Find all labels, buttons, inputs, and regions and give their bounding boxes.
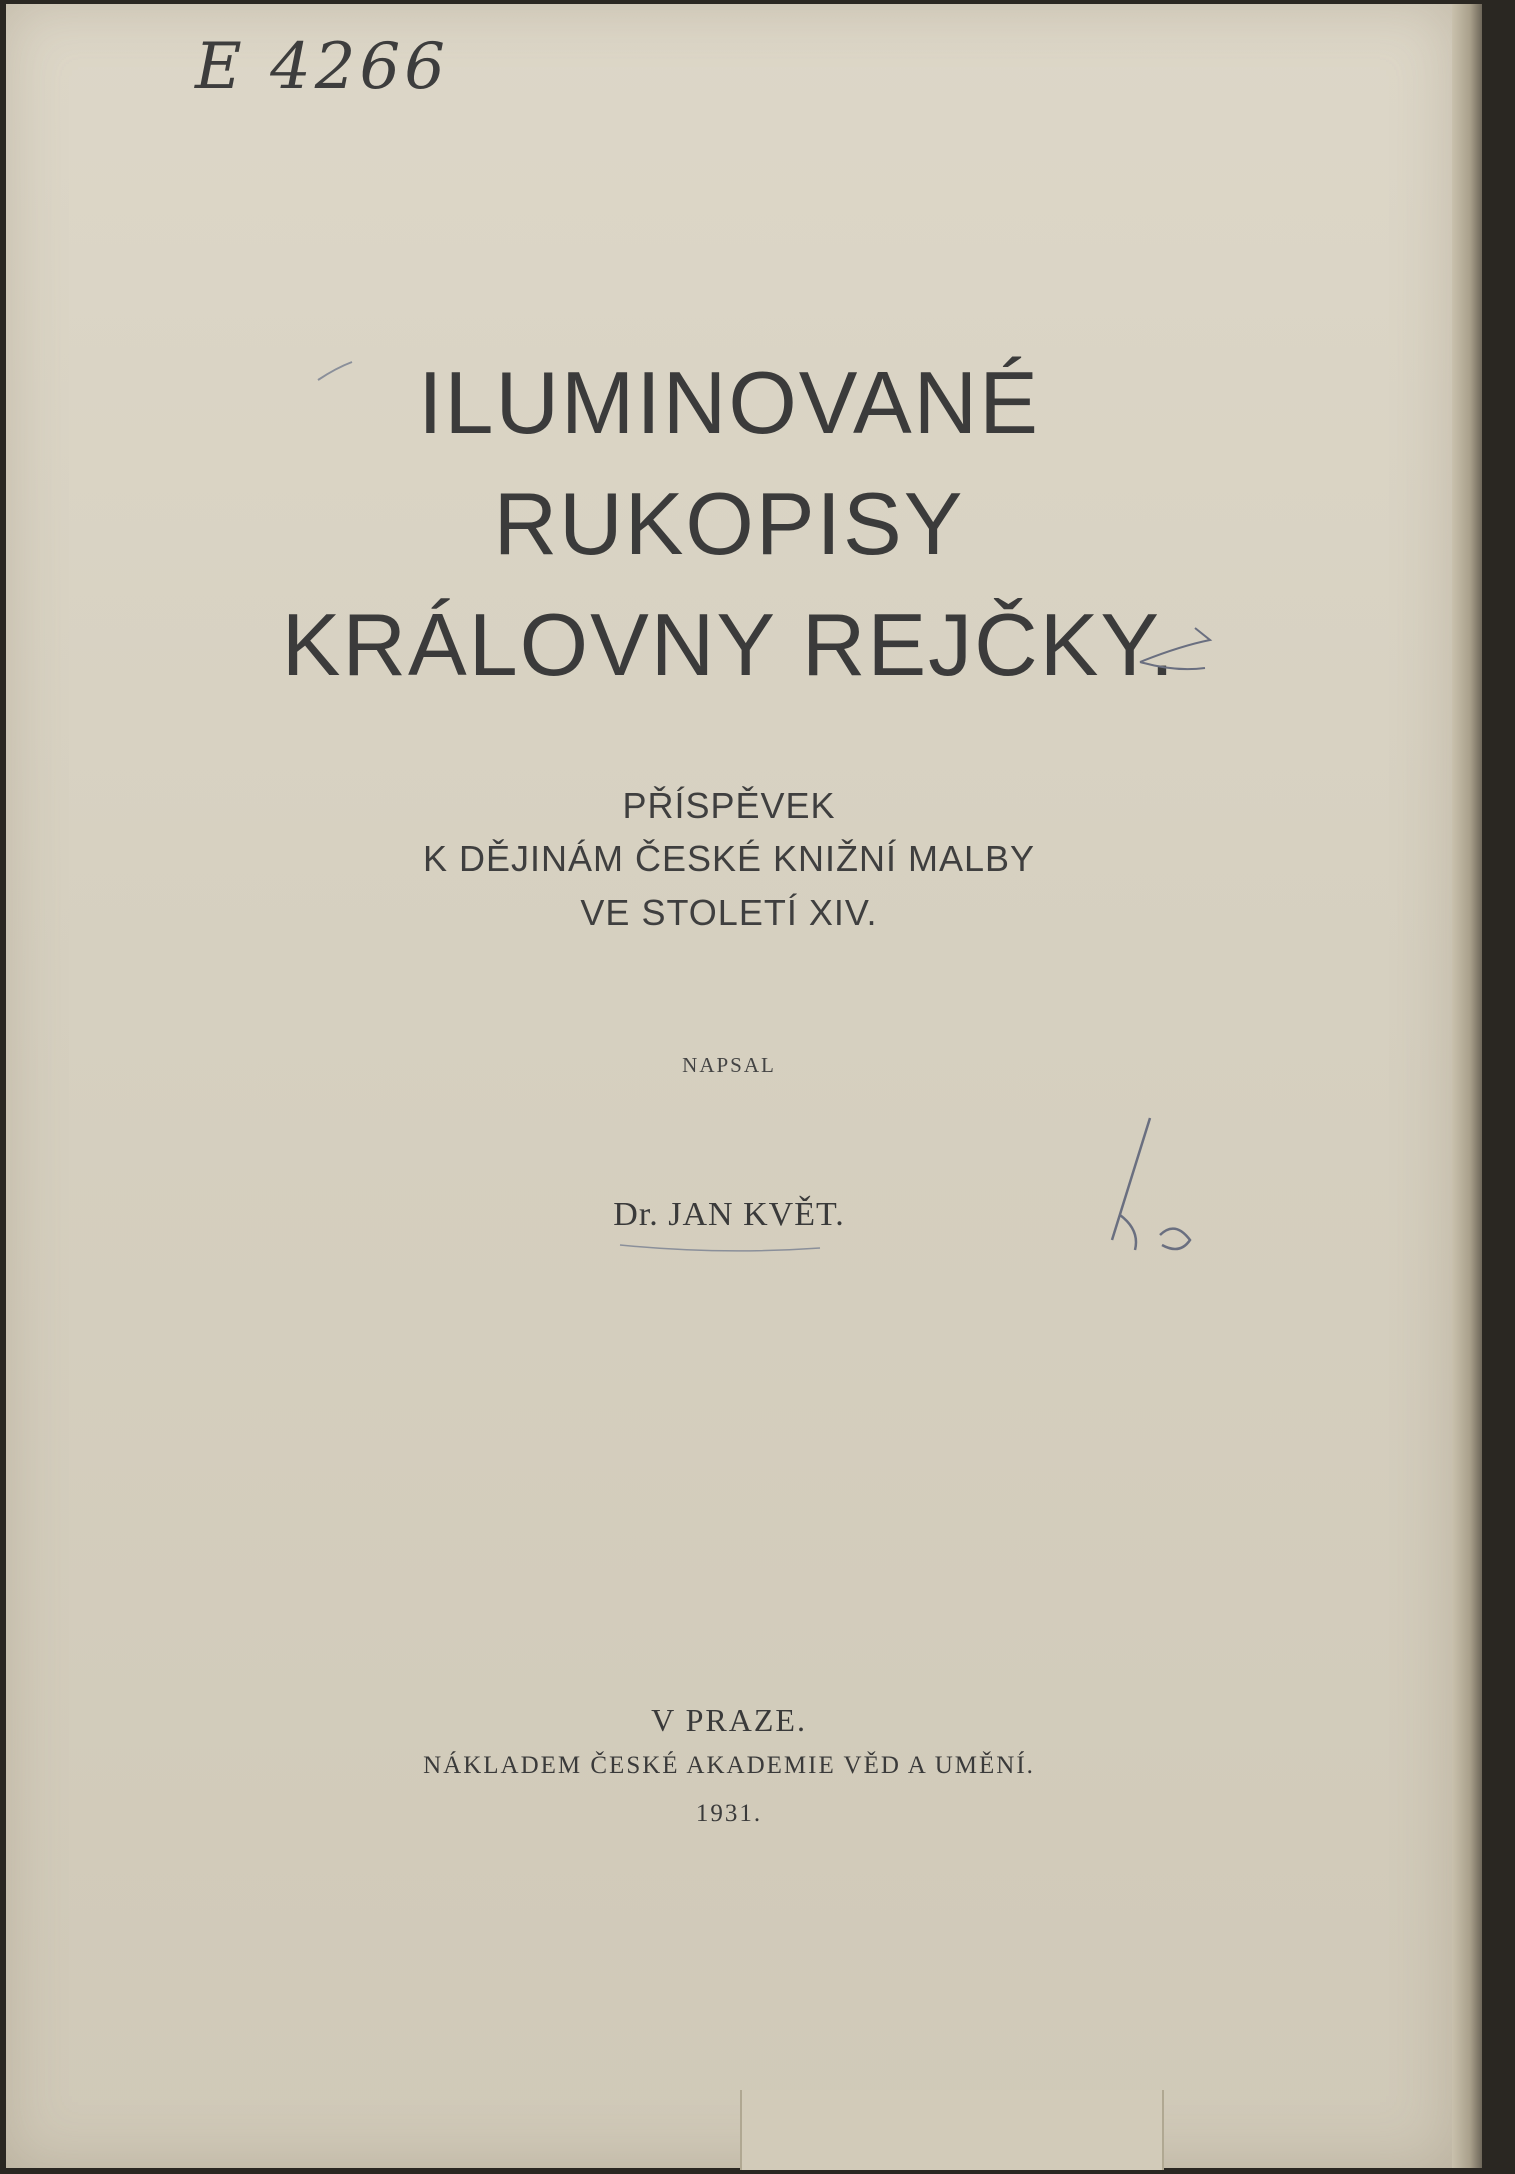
pencil-underline-author [620, 1245, 820, 1251]
title-line-1: ILUMINOVANÉ [418, 353, 1040, 452]
imprint-year: 1931. [695, 1800, 763, 1827]
pencil-stroke-title-arrow [1140, 628, 1210, 669]
subtitle-line-3: VE STOLETÍ XIV. [580, 892, 878, 933]
pencil-stroke-title-left [318, 362, 352, 380]
byline-label: NAPSAL [682, 1053, 776, 1077]
title-line-2: RUKOPISY [493, 474, 965, 573]
imprint-publisher: NÁKLADEM ČESKÉ AKADEMIE VĚD A UMĚNÍ. [423, 1752, 1035, 1779]
imprint-place: V PRAZE. [651, 1702, 807, 1738]
subtitle-line-2: K DĚJINÁM ČESKÉ KNIŽNÍ MALBY [422, 838, 1036, 879]
handwritten-shelfmark: E 4266 [195, 30, 449, 104]
subtitle-line-1: PŘÍSPĚVEK [622, 785, 836, 826]
pencil-stroke-margin [1112, 1118, 1190, 1250]
title-line-3: KRÁLOVNY REJČKY. [281, 595, 1177, 694]
author-name: Dr. JAN KVĚT. [613, 1196, 845, 1233]
